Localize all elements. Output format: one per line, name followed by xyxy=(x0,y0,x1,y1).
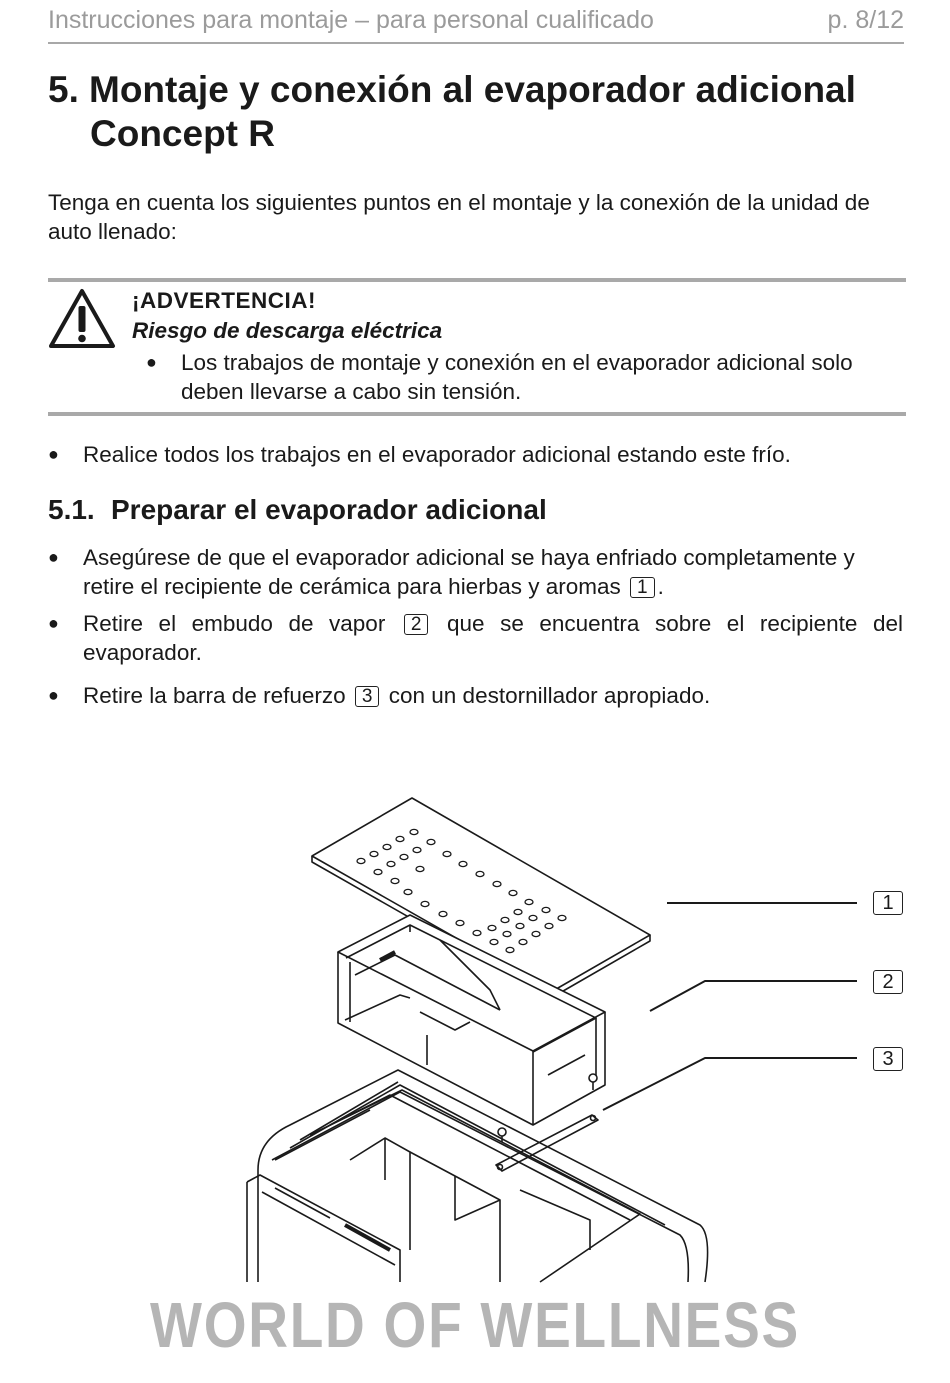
section-number: 5. xyxy=(48,69,79,110)
callout-2: 2 xyxy=(873,970,903,994)
ref-badge-3: 3 xyxy=(355,686,380,707)
subsection-heading xyxy=(48,494,547,526)
brand-footer: WORLD OF WELLNESS xyxy=(150,1289,800,1361)
step-1 xyxy=(83,543,903,601)
step-3-text: Retire la barra de refuerzo xyxy=(83,683,346,708)
ref-badge-2: 2 xyxy=(404,614,429,635)
page-header xyxy=(48,4,904,44)
step-2-end: que se encuentra sobre el recipiente del evaporador. xyxy=(83,611,903,665)
intro-paragraph: Tenga en cuenta los siguientes puntos en el montaje y la conexión de la unidad de auto llenado: xyxy=(48,190,870,244)
step-2-text: Retire el embudo de vapor xyxy=(83,611,386,636)
header-title: Instrucciones para montaje – para personal cualificado xyxy=(48,6,654,34)
bullet-icon: ● xyxy=(48,444,59,464)
step-2 xyxy=(83,609,903,667)
evaporator-diagram xyxy=(0,780,950,1285)
section-title-line2: Concept R xyxy=(90,113,275,154)
step-1-end: . xyxy=(657,574,664,599)
bullet-cold: Realice todos los trabajos en el evaporador adicional estando este frío. xyxy=(83,442,791,467)
bullet-icon: ● xyxy=(48,547,59,567)
leader-line-2 xyxy=(650,981,857,1011)
ref-badge-1: 1 xyxy=(630,577,655,598)
subsection-number: 5.1. xyxy=(48,494,95,525)
step-1-text: Asegúrese de que el evaporador adicional se haya enfriado completamente y retire el recipiente de cerámica para hierbas y aromas xyxy=(83,545,855,599)
step-3 xyxy=(83,681,903,710)
bullet-icon: ● xyxy=(48,685,59,705)
bullet-icon: ● xyxy=(146,352,157,372)
leader-line-3 xyxy=(603,1058,857,1110)
page-number: p. 8/12 xyxy=(827,6,904,34)
callout-3: 3 xyxy=(873,1047,903,1071)
section-heading xyxy=(48,68,856,156)
callout-1: 1 xyxy=(873,891,903,915)
step-3-end: con un destornillador apropiado. xyxy=(388,683,711,708)
warning-triangle-icon xyxy=(48,288,116,350)
warning-subtitle: Riesgo de descarga eléctrica xyxy=(132,318,443,343)
warning-title: ¡ADVERTENCIA! xyxy=(132,288,316,313)
section-title-line1: Montaje y conexión al evaporador adicional xyxy=(89,69,856,110)
subsection-title: Preparar el evaporador adicional xyxy=(111,494,547,525)
warning-item: Los trabajos de montaje y conexión en el evaporador adicional solo deben llevarse a cabo sin tensión. xyxy=(181,350,853,404)
evaporator-housing xyxy=(247,1070,708,1282)
screw xyxy=(498,1074,597,1142)
exploded-view-drawing xyxy=(0,780,950,1285)
bullet-icon: ● xyxy=(48,613,59,633)
warning-box xyxy=(48,278,906,416)
